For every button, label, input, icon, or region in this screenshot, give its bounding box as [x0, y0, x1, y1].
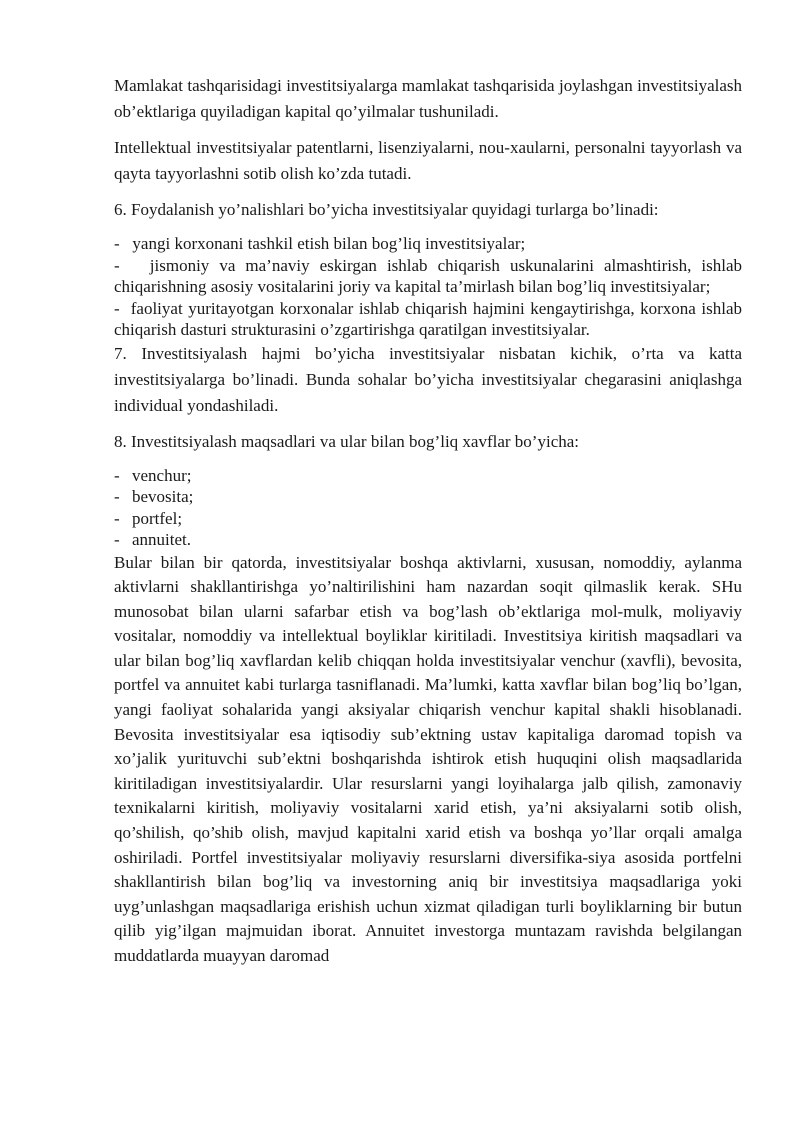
document-page [114, 73, 742, 969]
list-item-text: portfel; [132, 508, 183, 528]
goals-list [114, 465, 742, 551]
list-item [114, 529, 742, 551]
list-dash: - [114, 465, 120, 485]
paragraph-section-6-heading: 6. Foydalanish yo’nalishlari bo’yicha investitsiyalar quyidagi turlarga bo’linadi: [114, 200, 659, 219]
list-item-text: yangi korxonani tashkil etish bilan bog’liq investitsiyalar; [132, 234, 526, 253]
paragraph-intellectual-investments: Intellektual investitsiyalar patentlarni, lisenziyalarni, nou-xaularni, personalni tayyorlash va qayta tayyorlashni sotib olish ko’zda tutadi. [114, 138, 742, 183]
list-item-text: venchur; [132, 465, 192, 485]
list-dash: - [114, 487, 120, 506]
paragraph-investment-types-body: Bular bilan bir qatorda, investitsiyalar boshqa aktivlarni, xususan, nomoddiy, aylanma aktivlarni shakllantirishga yo’naltirilishini ham nazardan soqit qilmaslik kerak. SHu munosobat bilan ularni safarbar etish va bog’lash ob’ektlariga mol-mulk, moliyaviy vositalar, nomoddiy va intellektual boyliklar kiritiladi. Investitsiya kiritish maqsadlari va ular bilan bog’liq xavflardan kelib chiqqan holda investitsiyalar venchur (xavfli), bevosita, portfel va annuitet kabi turlarga tasniflanadi. Ma’lumki, katta xavflar bilan bog’liq bo’lgan, yangi faoliyat sohalarida yangi aksiyalar chiqarish venchur kapital shakli hisoblanadi. Bevosita investitsiyalar esa iqtisodiy sub’ektning ustav kapitaliga daromad topish va xo’jalik yurituvchi sub’ektni boshqarishda ishtirok etish huquqini olish maqsadlarida kiritiladigan investitsiyalardir. Ular resurslarni yangi loyihalarga jalb qilish, zamonaviy texnikalarni kiritish, moliyaviy vositalarni xarid etish, ya’ni aksiyalarni sotib olish, qo’shilish, qo’shib olish, mavjud kapitalni xarid etish va boshqa yo’llar orqali amalga oshiriladi. Portfel investitsiyalar moliyaviy resurslarni diversifika-siya asosida portfelni shakllantirish bilan bog’liq va investorning aniq bir investitsiya maqsadlariga yoki uyg’unlashgan maqsadlariga erishish uchun xizmat qiladigan turli boyliklarning bir butun qilib yig’ilgan majmuidan iborat. Annuitet investorga muntazam ravishda belgilangan muddatlarda muayyan daromad [114, 552, 742, 965]
list-item-text: annuitet. [132, 530, 192, 549]
list-item [114, 486, 742, 508]
list-item [114, 233, 742, 255]
list-item-text: faoliyat yuritayotgan korxonalar ishlab chiqarish hajmini kengaytirishga, korxona ishlab chiqarish dasturi strukturasini o’zgartirishga qaratilgan investitsiyalar. [114, 298, 742, 339]
list-item-text: jismoniy va ma’naviy eskirgan ishlab chiqarish uskunalarini almashtirish, ishlab chiqarishning asosiy vositalarini joriy va kapital ta’mirlash bilan bog’liq investitsiyalar; [114, 255, 743, 296]
list-item [114, 298, 742, 341]
list-dash: - [114, 508, 120, 528]
list-dash: - [114, 234, 120, 253]
paragraph-section-7: 7. Investitsiyalash hajmi bo’yicha investitsiyalar nisbatan kichik, o’rta va katta investitsiyalarga bo’linadi. Bunda sohalar bo’yicha investitsiyalar chegarasini aniqlashga individual yondashiladi. [114, 343, 742, 415]
list-item-text: bevosita; [132, 487, 194, 506]
list-item [114, 255, 742, 298]
list-item [114, 508, 742, 530]
list-item [114, 465, 742, 487]
usage-list [114, 233, 742, 341]
list-dash: - [114, 298, 120, 318]
list-dash: - [114, 255, 120, 275]
paragraph-section-8-heading: 8. Investitsiyalash maqsadlari va ular bilan bog’liq xavflar bo’yicha: [114, 431, 580, 451]
paragraph-foreign-investments: Mamlakat tashqarisidagi investitsiyalarga mamlakat tashqarisida joylashgan investitsiyalash ob’ektlariga quyiladigan kapital qo’yilmalar tushuniladi. [114, 76, 742, 121]
list-dash: - [114, 530, 120, 549]
